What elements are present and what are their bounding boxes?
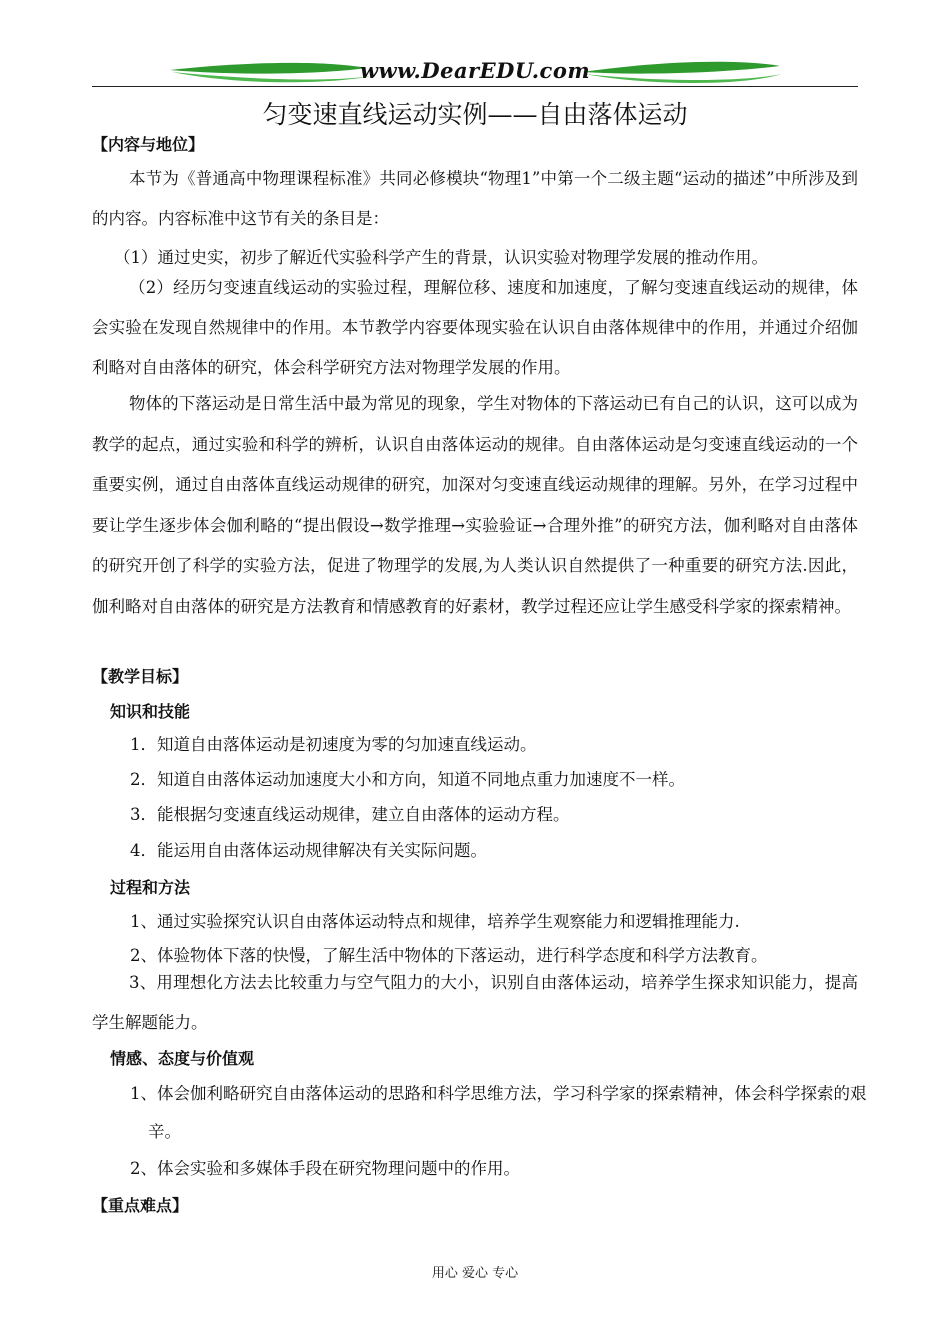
paragraph-intro: 本节为《普通高中物理课程标准》共同必修模块“物理1”中第一个二级主题“运动的描述”中所涉及到的内容。内容标准中这节有关的条目是： xyxy=(92,169,858,228)
process-item-1: 1、通过实验探究认识自由落体运动特点和规律，培养学生观察能力和逻辑推理能力. xyxy=(130,912,740,931)
subheading-process: 过程和方法 xyxy=(110,878,191,897)
subheading-knowledge: 知识和技能 xyxy=(110,702,191,721)
paragraph-falling-motion: 物体的下落运动是日常生活中最为常见的现象，学生对物体的下落运动已有自己的认识，这可以成为教学的起点，通过实验和科学的辨析，认识自由落体运动的规律。自由落体运动是匀变速直线运动的一个重要实例，通过自由落体直线运动规律的研究，加深对匀变速直线运动规律的理解。另外，在学习过程中要让学生逐步体会伽利略的“提出假设→数学推理→实验验证→合理外推”的研究方法，伽利略对自由落体的研究开创了科学的实验方法，促进了物理学的发展,为人类认识自然提供了一种重要的研究方法.因此，伽利略对自由落体的研究是方法教育和情感教育的好素材，教学过程还应让学生感受科学家的探索精神。 xyxy=(92,394,858,616)
section-heading-goals: 【教学目标】 xyxy=(92,667,189,686)
standard-item-2: （2）经历匀变速直线运动的实验过程，理解位移、速度和加速度，了解匀变速直线运动的规律，体会实验在发现自然规律中的作用。本节教学内容要体现实验在认识自由落体规律中的作用，并通过介绍伽利略对自由落体的研究，体会科学研究方法对物理学发展的作用。 xyxy=(92,278,858,377)
knowledge-item-1: 1．知道自由落体运动是初速度为零的匀加速直线运动。 xyxy=(130,735,537,754)
process-item-3: 3、用理想化方法去比较重力与空气阻力的大小，识别自由落体运动，培养学生探求知识能力，提高学生解题能力。 xyxy=(92,973,858,1032)
knowledge-item-2: 2．知道自由落体运动加速度大小和方向，知道不同地点重力加速度不一样。 xyxy=(130,770,685,789)
site-logo-text[interactable]: www.DearEDU.com xyxy=(359,58,591,83)
emotion-item-1: 1、体会伽利略研究自由落体运动的思路和科学思维方法，学习科学家的探索精神，体会科学探索的艰辛。 xyxy=(130,1084,867,1141)
header-rule xyxy=(92,86,858,87)
header-banner xyxy=(92,56,858,90)
knowledge-item-4: 4．能运用自由落体运动规律解决有关实际问题。 xyxy=(130,841,487,860)
section-heading-key-points: 【重点难点】 xyxy=(92,1196,189,1215)
section-heading-content: 【内容与地位】 xyxy=(92,135,205,154)
standard-item-1: （1）通过史实，初步了解近代实验科学产生的背景，认识实验对物理学发展的推动作用。 xyxy=(114,248,768,267)
document-title: 匀变速直线运动实例——自由落体运动 xyxy=(262,100,688,129)
page-footer: 用心 爱心 专心 xyxy=(431,1266,519,1281)
emotion-item-2: 2、体会实验和多媒体手段在研究物理问题中的作用。 xyxy=(130,1159,520,1178)
knowledge-item-3: 3．能根据匀变速直线运动规律，建立自由落体的运动方程。 xyxy=(130,805,570,824)
subheading-emotion: 情感、态度与价值观 xyxy=(110,1049,255,1068)
process-item-2: 2、体验物体下落的快慢，了解生活中物体的下落运动，进行科学态度和科学方法教育。 xyxy=(130,946,768,965)
